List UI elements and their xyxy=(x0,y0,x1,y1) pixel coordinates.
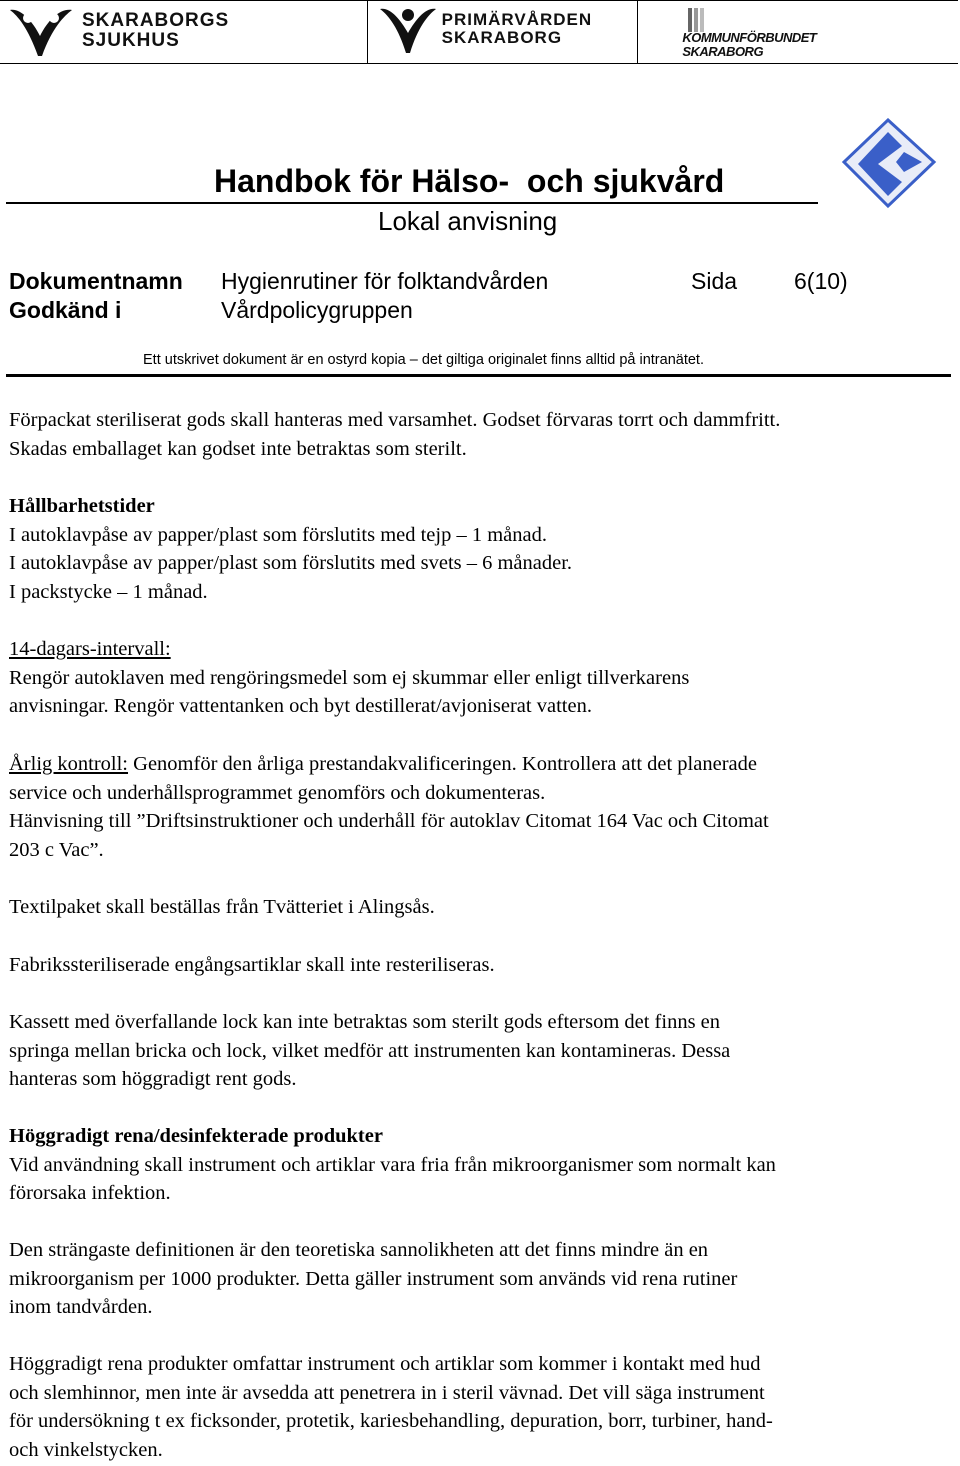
text-line: Höggradigt rena produkter omfattar instrument och artiklar som kommer i kontakt med hud xyxy=(9,1353,761,1375)
shelf-life-section xyxy=(9,492,954,606)
text-line: Fabrikssteriliserade engångsartiklar skall inte resteriliseras. xyxy=(9,954,495,976)
primarvarden-emblem xyxy=(378,5,438,57)
logo-line: SKARABORGS xyxy=(82,10,230,31)
logo-bar xyxy=(0,0,958,64)
approved-value: Vårdpolicygruppen xyxy=(221,297,413,323)
annual-heading: Årlig kontroll: xyxy=(9,753,129,775)
logo-line: SKARABORG xyxy=(682,44,764,59)
text-line: för undersökning t ex ficksonder, protetik, kariesbehandling, depuration, borr, turbiner, hand- xyxy=(9,1410,773,1433)
approved-label: Godkänd i xyxy=(9,297,122,323)
text-line: och slemhinnor, men inte är avsedda att penetrera in i steril vävnad. Det vill säga instrument xyxy=(9,1381,765,1404)
skaraborgs-sjukhus-logo xyxy=(0,1,368,63)
kommunforbundet-logo xyxy=(638,1,958,63)
logo-line: PRIMÄRVÅRDEN xyxy=(441,10,593,29)
high-grade-products-paragraph xyxy=(9,1350,954,1464)
text-line: Vid användning skall instrument och artiklar vara fria från mikroorganismer som normalt kan xyxy=(9,1153,776,1176)
doc-name-value: Hygienrutiner för folktandvården xyxy=(221,268,549,294)
copy-notice: Ett utskrivet dokument är en ostyrd kopia – det giltiga originalet finns alltid på intranätet. xyxy=(143,352,704,368)
text-line: I packstycke – 1 månad. xyxy=(9,580,208,603)
text-line: Hänvisning till ”Driftsinstruktioner och underhåll för autoklav Citomat 164 Vac och Citomat xyxy=(9,810,769,833)
logo-line: SJUKHUS xyxy=(82,30,180,51)
text-line xyxy=(9,750,954,779)
text-line: Textilpaket skall beställas från Tvätteriet i Alingsås. xyxy=(9,896,435,918)
document-subtitle: Lokal anvisning xyxy=(378,206,558,236)
text-line: förorsaka infektion. xyxy=(9,1182,171,1205)
definition-paragraph xyxy=(9,1236,954,1322)
document-title: Handbok för Hälso- och sjukvård xyxy=(214,163,725,199)
text-line: 203 c Vac”. xyxy=(9,838,104,861)
text-line: mikroorganism per 1000 produkter. Detta gäller instrument som används vid rena rutiner xyxy=(9,1267,738,1290)
annual-section xyxy=(9,750,954,864)
text-line: inom tandvården. xyxy=(9,1296,153,1319)
cassette-paragraph xyxy=(9,1008,954,1094)
text-line: anvisningar. Rengör vattentanken och byt destillerat/avjoniserat vatten. xyxy=(9,695,592,718)
text-line: hanteras som höggradigt rent gods. xyxy=(9,1068,297,1091)
high-grade-section xyxy=(9,1122,954,1208)
text-line: och vinkelstycken. xyxy=(9,1438,163,1461)
text-line: I autoklavpåse av papper/plast som förslutits med tejp – 1 månad. xyxy=(9,523,547,546)
title-divider xyxy=(6,202,818,204)
interval-section xyxy=(9,635,954,721)
skaraborgs-sjukhus-emblem xyxy=(8,6,74,60)
text-line: I autoklavpåse av papper/plast som förslutits med svets – 6 månader. xyxy=(9,552,573,575)
text-line: Skadas emballaget kan godset inte betraktas som sterilt. xyxy=(9,437,467,460)
factory-paragraph xyxy=(9,951,954,980)
logo-line: KOMMUNFÖRBUNDET xyxy=(682,30,817,45)
doc-name-label: Dokumentnamn xyxy=(9,268,183,294)
text-line: springa mellan bricka och lock, vilket medför att instrumenten kan kontamineras. Dessa xyxy=(9,1039,731,1062)
primarvarden-logo xyxy=(368,1,639,63)
high-grade-heading: Höggradigt rena/desinfekterade produkter xyxy=(9,1125,383,1147)
page-value: 6(10) xyxy=(794,268,848,294)
logo-line: SKARABORG xyxy=(441,28,563,47)
shelf-life-heading: Hållbarhetstider xyxy=(9,495,155,517)
storage-paragraph xyxy=(9,406,954,463)
header-divider xyxy=(6,374,951,377)
interval-heading: 14-dagars-intervall: xyxy=(9,638,171,660)
text-line: Den strängaste definitionen är den teoretiska sannolikheten att det finns mindre än en xyxy=(9,1239,709,1261)
text-line: Förpackat steriliserat gods skall hanteras med varsamhet. Godset förvaras torrt och dammfritt. xyxy=(9,409,781,431)
text-line: Rengör autoklaven med rengöringsmedel som ej skummar eller enligt tillverkarens xyxy=(9,666,690,689)
textile-paragraph xyxy=(9,893,954,922)
text-line: service och underhållsprogrammet genomförs och dokumenteras. xyxy=(9,781,546,804)
text-line: Kassett med överfallande lock kan inte betraktas som sterilt gods eftersom det finns en xyxy=(9,1011,721,1033)
page-label: Sida xyxy=(691,268,738,294)
diamond-logo xyxy=(840,118,952,210)
annual-text: Genomför den årliga prestandakvalificeringen. Kontrollera att det planerade xyxy=(128,753,757,775)
